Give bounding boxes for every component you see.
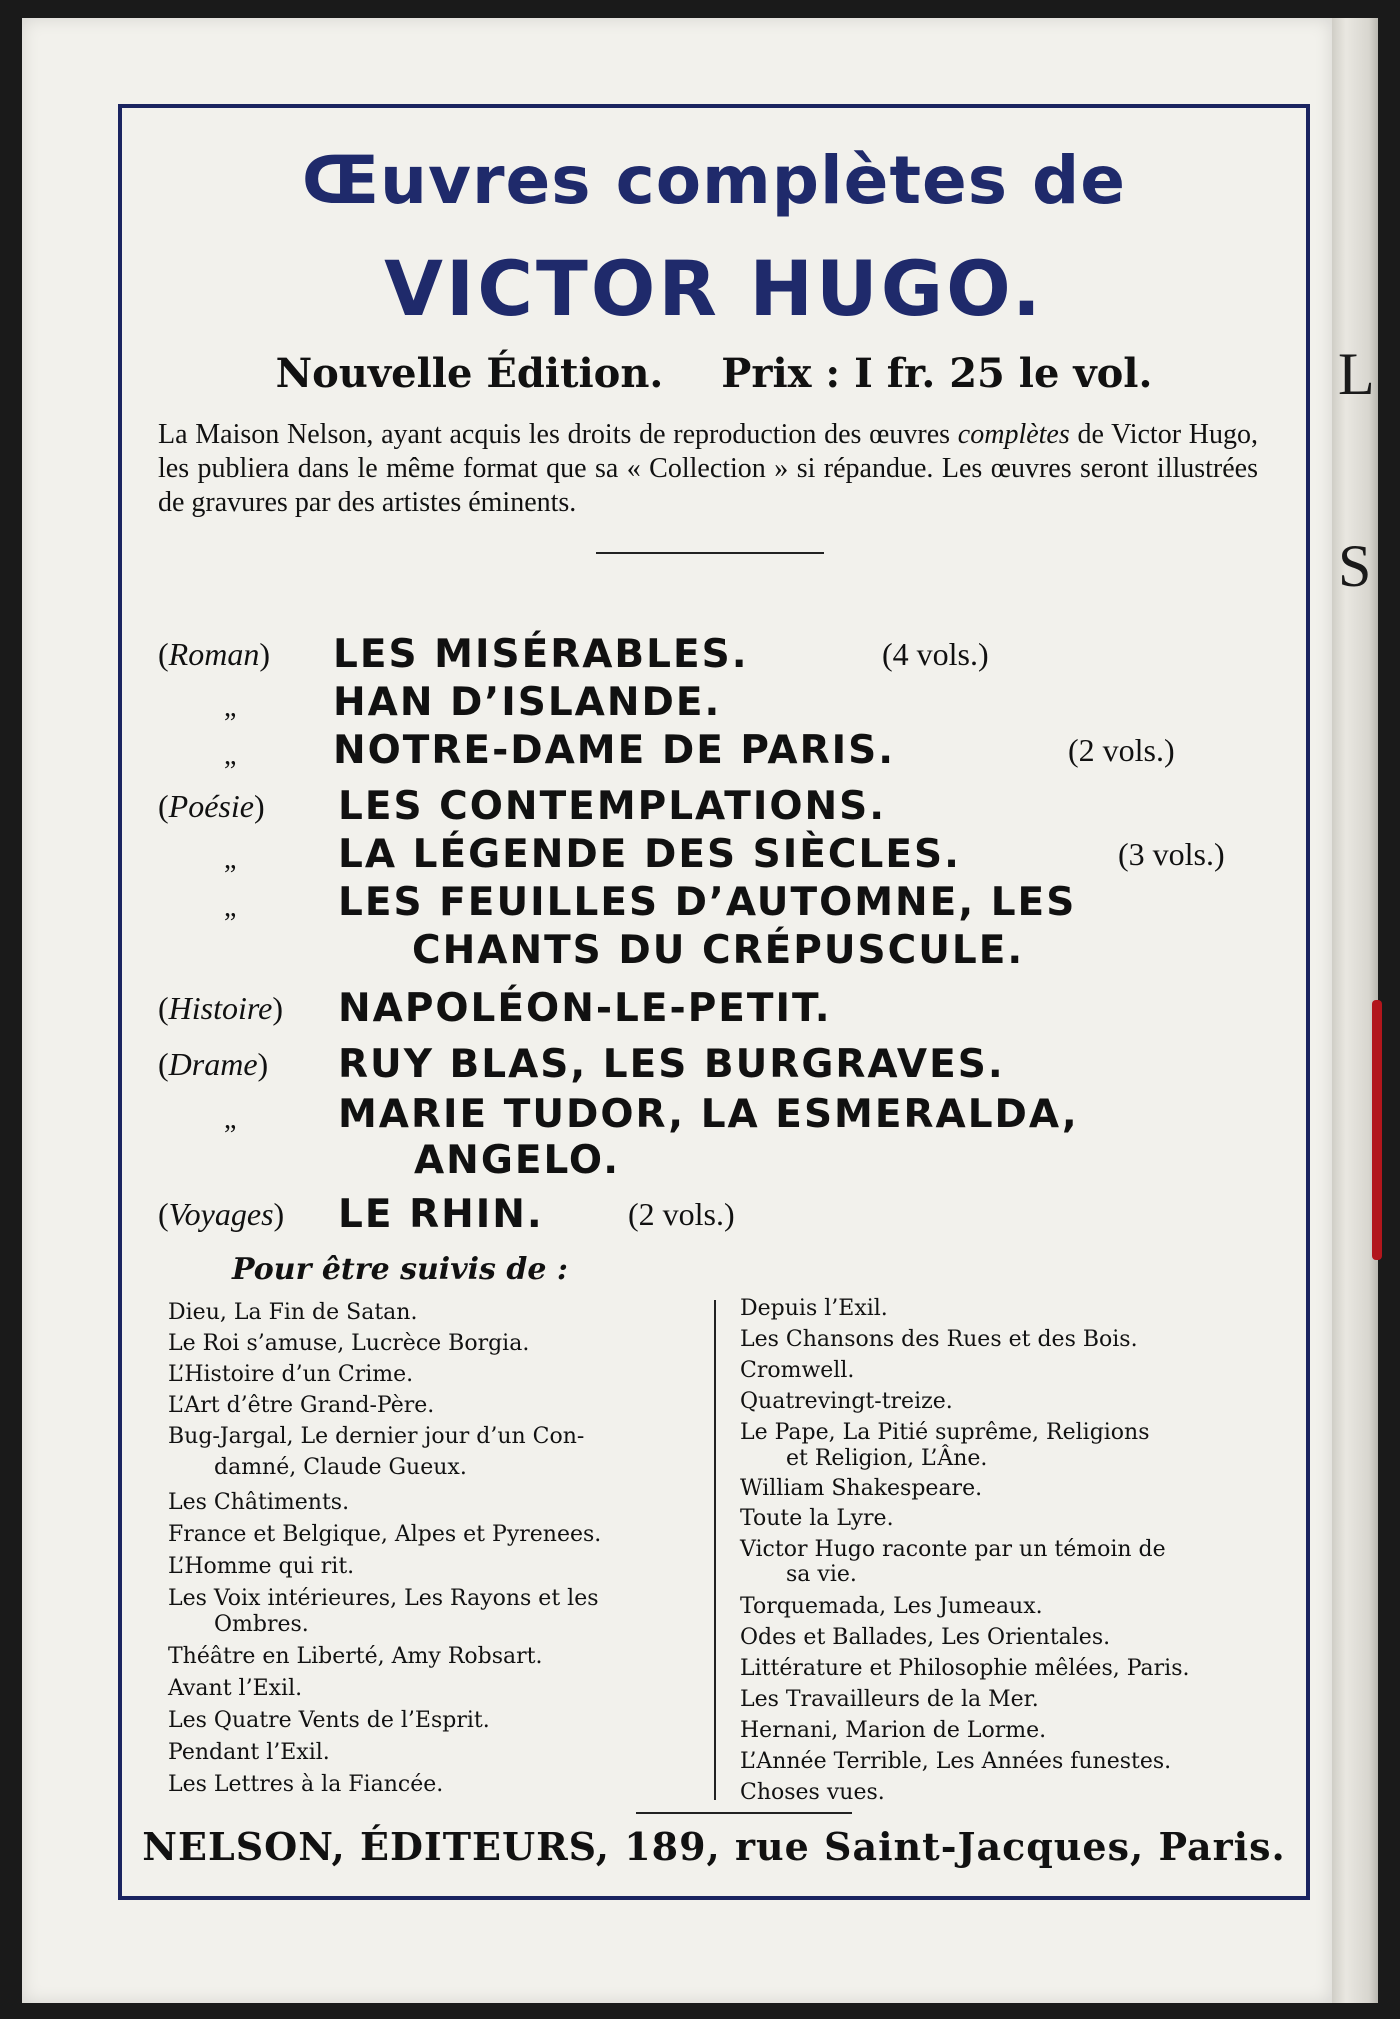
intro-italic: complètes (957, 419, 1070, 450)
work-volumes: (2 vols.) (1068, 732, 1175, 768)
list-item: Torquemada, Les Jumeaux. (740, 1594, 1043, 1619)
list-item: William Shakespeare. (740, 1476, 983, 1501)
work-volumes: (2 vols.) (628, 1196, 735, 1232)
ditto-mark: „ (224, 692, 237, 723)
work-title: LE RHIN. (338, 1192, 544, 1237)
list-item: Depuis l’Exil. (740, 1296, 888, 1321)
spine-letter-2: S (1338, 533, 1372, 599)
work-title: LA LÉGENDE DES SIÈCLES. (338, 832, 961, 877)
list-item: Toute la Lyre. (740, 1506, 894, 1531)
ditto-mark: „ (224, 740, 237, 771)
list-item: Hernani, Marion de Lorme. (740, 1718, 1047, 1743)
genre-label: (Roman) (158, 636, 270, 672)
spine-letter-1: L (1338, 341, 1375, 407)
list-item: Les Chansons des Rues et des Bois. (740, 1327, 1138, 1352)
list-item: Choses vues. (740, 1780, 885, 1805)
genre-label: (Poésie) (158, 788, 265, 824)
intro-paragraph (158, 418, 1258, 520)
work-volumes: (4 vols.) (882, 636, 989, 672)
list-item: Les Quatre Vents de l’Esprit. (168, 1708, 490, 1733)
work-title: RUY BLAS, LES BURGRAVES. (338, 1042, 1005, 1087)
separator-rule (596, 552, 824, 554)
edition-label: Nouvelle Édition. (275, 350, 664, 397)
list-item-continued: et Religion, L’Âne. (786, 1446, 988, 1471)
genre-label: (Drame) (158, 1046, 269, 1082)
list-item: Bug-Jargal, Le dernier jour d’un Con- (168, 1424, 585, 1449)
list-item: Les Lettres à la Fiancée. (168, 1772, 444, 1797)
list-item: Les Châtiments. (168, 1490, 350, 1515)
work-title: HAN D’ISLANDE. (333, 680, 722, 725)
ditto-mark: „ (224, 1104, 237, 1135)
title-line-2: VICTOR HUGO. (384, 244, 1044, 333)
title-line-1: Œuvres complètes de (301, 142, 1127, 219)
price-label: Prix : I fr. 25 le vol. (721, 350, 1153, 397)
list-item: Littérature et Philosophie mêlées, Paris. (740, 1656, 1190, 1681)
list-item: Le Pape, La Pitié suprême, Religions (740, 1420, 1150, 1445)
list-item: Théâtre en Liberté, Amy Robsart. (168, 1644, 543, 1669)
ditto-mark: „ (224, 844, 237, 875)
list-item: Cromwell. (740, 1358, 855, 1383)
list-item: Quatrevingt-treize. (740, 1389, 953, 1414)
edition-price-line (118, 350, 1310, 397)
footer-rule (636, 1812, 852, 1814)
list-item: Avant l’Exil. (168, 1676, 303, 1701)
column-divider (714, 1300, 716, 1800)
genre-label: (Histoire) (158, 990, 284, 1026)
list-item: L’Histoire d’un Crime. (168, 1362, 414, 1387)
genre-label: (Voyages) (158, 1196, 285, 1232)
intro-part-1: La Maison Nelson, ayant acquis les droits de reproduction des œuvres (158, 419, 958, 450)
list-item: L’Année Terrible, Les Années funestes. (740, 1749, 1172, 1774)
list-item: Les Travailleurs de la Mer. (740, 1687, 1039, 1712)
work-title-continued: CHANTS DU CRÉPUSCULE. (412, 928, 1025, 973)
forthcoming-heading: Pour être suivis de : (232, 1252, 568, 1287)
list-item-continued: damné, Claude Gueux. (214, 1455, 467, 1480)
work-title-continued: ANGELO. (414, 1138, 621, 1183)
work-title: NOTRE-DAME DE PARIS. (333, 728, 896, 773)
list-item-continued: Ombres. (214, 1612, 309, 1637)
work-title: LES FEUILLES D’AUTOMNE, LES (338, 880, 1077, 925)
work-title: NAPOLÉON-LE-PETIT. (338, 986, 832, 1031)
work-title: LES MISÉRABLES. (333, 632, 749, 677)
list-item: Le Roi s’amuse, Lucrèce Borgia. (168, 1331, 530, 1356)
list-item: Dieu, La Fin de Satan. (168, 1300, 418, 1325)
publisher-footer: NELSON, ÉDITEURS, 189, rue Saint-Jacques, Paris. (142, 1824, 1286, 1869)
list-item: L’Homme qui rit. (168, 1554, 355, 1579)
intro-part-3: de Victor Hugo, les publiera dans le même format que sa « Collection » si répandue. Les œuvres seront illustrées de gravures par des artistes éminents. (158, 419, 1258, 518)
list-item: Les Voix intérieures, Les Rayons et les (168, 1586, 599, 1611)
spine-red-label (1372, 1000, 1382, 1260)
list-item: Odes et Ballades, Les Orientales. (740, 1625, 1111, 1650)
list-item-continued: sa vie. (786, 1562, 857, 1587)
work-title: LES CONTEMPLATIONS. (338, 784, 887, 829)
list-item: L’Art d’être Grand-Père. (168, 1393, 435, 1418)
list-item: France et Belgique, Alpes et Pyrenees. (168, 1522, 602, 1547)
ditto-mark: „ (224, 892, 237, 923)
work-title: MARIE TUDOR, LA ESMERALDA, (338, 1092, 1079, 1137)
list-item: Pendant l’Exil. (168, 1740, 330, 1765)
list-item: Victor Hugo raconte par un témoin de (740, 1537, 1166, 1562)
work-volumes: (3 vols.) (1118, 836, 1225, 872)
